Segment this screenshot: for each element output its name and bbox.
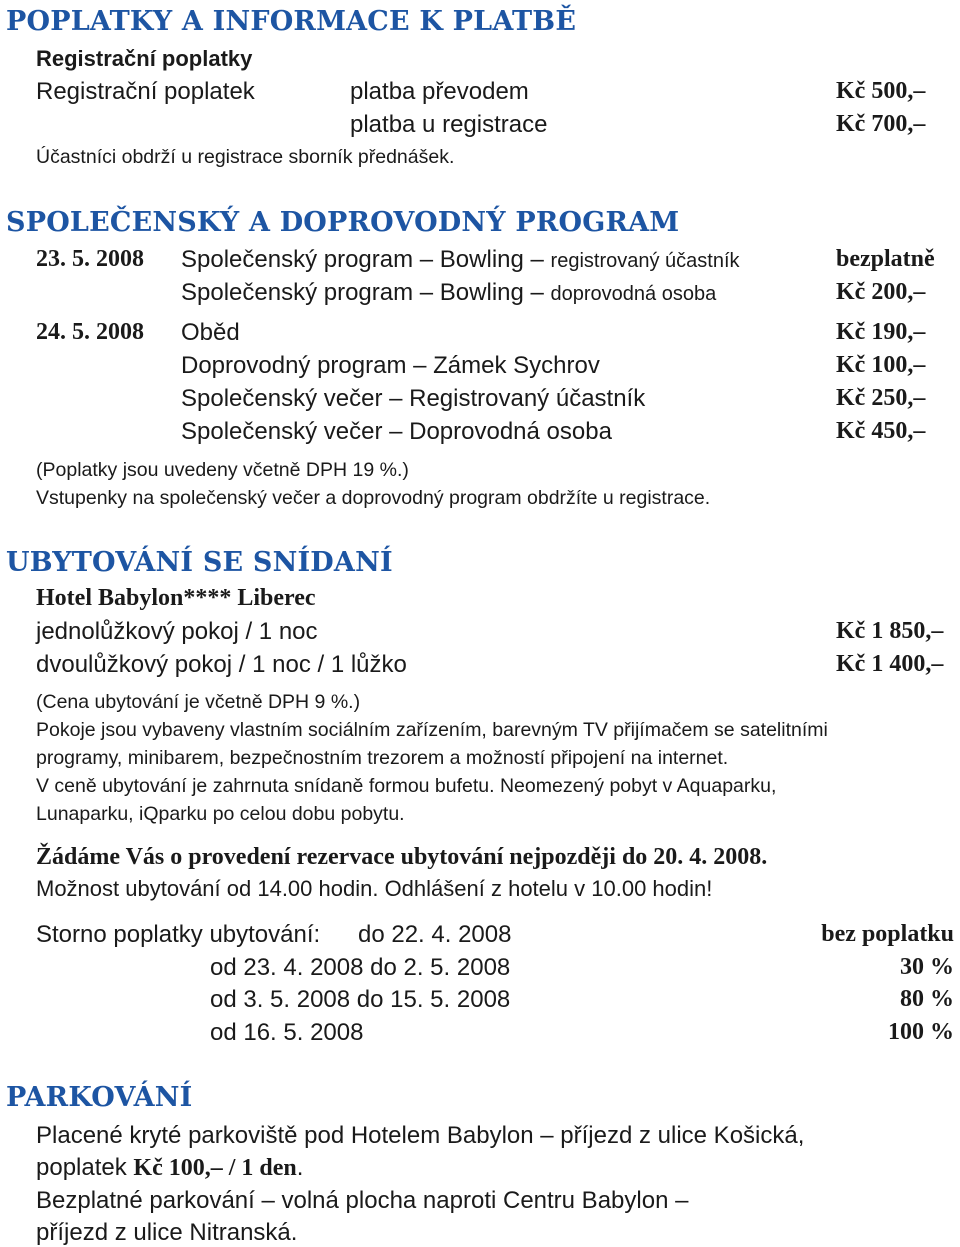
parking-line4: příjezd z ulice Nitranská.	[36, 1219, 298, 1246]
accommodation-request: Žádáme Vás o provedení rezervace ubytování nejpozději do 20. 4. 2008.	[36, 844, 768, 870]
accommodation-desc2: programy, minibarem, bezpečnostním trezorem a možností připojení na internet.	[36, 747, 729, 769]
fees-note: Účastníci obdrží u registrace sborník přednášek.	[36, 146, 455, 168]
accommodation-checkin: Možnost ubytování od 14.00 hodin. Odhlášení z hotelu v 10.00 hodin!	[36, 876, 713, 901]
social-day1-date: 23. 5. 2008	[36, 246, 144, 272]
accommodation-room2: dvoulůžkový pokoj / 1 noc / 1 lůžko	[36, 651, 407, 678]
storno-period-4: od 16. 5. 2008	[210, 1019, 364, 1046]
social-day2-item1: Oběd	[181, 319, 240, 346]
social-day1-item1-main: Společenský program – Bowling –	[181, 246, 551, 273]
fees-row1-price: Kč 500,–	[836, 78, 926, 104]
social-day1-item2-main: Společenský program – Bowling –	[181, 279, 551, 306]
social-day1-item2-price: Kč 200,–	[836, 279, 926, 305]
storno-label: Storno poplatky ubytování:	[36, 921, 321, 948]
storno-period-1: do 22. 4. 2008	[358, 921, 512, 948]
fees-heading: POPLATKY A INFORMACE K PLATBĚ	[6, 6, 577, 37]
social-day2-item3-price: Kč 250,–	[836, 385, 926, 411]
storno-fee-1: bez poplatku	[821, 921, 954, 947]
fees-row1-method: platba převodem	[350, 78, 529, 105]
parking-fee: Kč 100,– / 1 den	[133, 1155, 297, 1181]
accommodation-heading: UBYTOVÁNÍ SE SNÍDANÍ	[6, 547, 393, 578]
social-note1: (Poplatky jsou uvedeny včetně DPH 19 %.)	[36, 459, 409, 481]
storno-fee-3: 80 %	[900, 986, 954, 1012]
accommodation-desc4: Lunaparku, iQparku po celou dobu pobytu.	[36, 803, 405, 825]
social-day2-item4: Společenský večer – Doprovodná osoba	[181, 418, 612, 445]
parking-line3: Bezplatné parkování – volná plocha naproti Centru Babylon –	[36, 1187, 689, 1214]
social-day1-item2-sub: doprovodná osoba	[550, 283, 717, 305]
storno-fee-2: 30 %	[900, 954, 954, 980]
parking-line2	[36, 1154, 303, 1182]
fees-row2-price: Kč 700,–	[836, 111, 926, 137]
accommodation-desc1: Pokoje jsou vybaveny vlastním sociálním zařízením, barevným TV přijímačem se satelitními	[36, 719, 828, 741]
storno-period-3: od 3. 5. 2008 do 15. 5. 2008	[210, 986, 511, 1013]
accommodation-hotel: Hotel Babylon**** Liberec	[36, 585, 316, 611]
social-note2: Vstupenky na společenský večer a doprovodný program obdržíte u registrace.	[36, 487, 711, 509]
social-day2-item2: Doprovodný program – Zámek Sychrov	[181, 352, 600, 379]
social-day1-item1	[181, 246, 740, 274]
parking-heading: PARKOVÁNÍ	[6, 1082, 193, 1113]
accommodation-vat-note: (Cena ubytování je včetně DPH 9 %.)	[36, 691, 361, 713]
social-day1-item1-sub: registrovaný účastník	[550, 250, 740, 272]
social-day2-item2-price: Kč 100,–	[836, 352, 926, 378]
social-day2-item4-price: Kč 450,–	[836, 418, 926, 444]
social-day1-item2	[181, 279, 716, 307]
fees-subheading: Registrační poplatky	[36, 46, 253, 71]
accommodation-room2-price: Kč 1 400,–	[836, 651, 944, 677]
accommodation-desc3: V ceně ubytování je zahrnuta snídaně formou bufetu. Neomezený pobyt v Aquaparku,	[36, 775, 777, 797]
social-day2-item1-price: Kč 190,–	[836, 319, 926, 345]
parking-line1: Placené kryté parkoviště pod Hotelem Babylon – příjezd z ulice Košická,	[36, 1122, 805, 1149]
social-day2-item3: Společenský večer – Registrovaný účastník	[181, 385, 646, 412]
social-day1-item1-price: bezplatně	[836, 246, 935, 272]
social-day2-date: 24. 5. 2008	[36, 319, 144, 345]
parking-line2-suffix: .	[296, 1154, 304, 1181]
parking-line2-prefix: poplatek	[36, 1154, 134, 1181]
fees-row2-method: platba u registrace	[350, 111, 548, 138]
fees-row1-label: Registrační poplatek	[36, 78, 255, 105]
accommodation-room1: jednolůžkový pokoj / 1 noc	[36, 618, 318, 645]
storno-fee-4: 100 %	[888, 1019, 954, 1045]
social-heading: SPOLEČENSKÝ A DOPROVODNÝ PROGRAM	[6, 207, 680, 238]
accommodation-room1-price: Kč 1 850,–	[836, 618, 944, 644]
storno-period-2: od 23. 4. 2008 do 2. 5. 2008	[210, 954, 511, 981]
